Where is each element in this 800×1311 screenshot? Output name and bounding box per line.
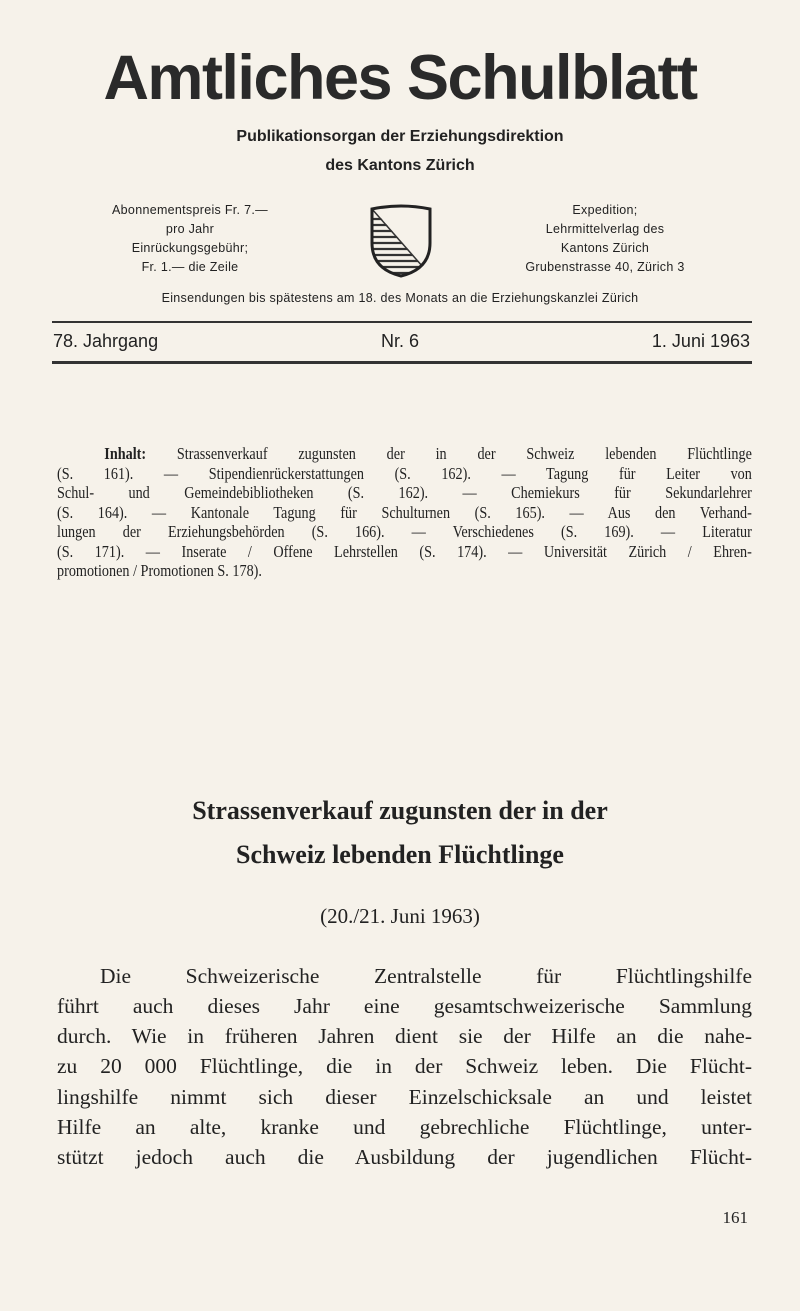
contents-line: lungen der Erziehungsbehörden (S. 166). — Verschiedenes (S. 169). — Literatur	[57, 522, 752, 541]
body-line: Die Schweizerische Zentralstelle für Flüchtlingshilfe	[100, 964, 752, 988]
body-line: stützt jedoch auch die Ausbildung der jugendlichen Flücht-	[57, 1145, 752, 1169]
body-line: führt auch dieses Jahr eine gesamtschweizerische Sammlung	[57, 994, 752, 1018]
contents-label: Inhalt:	[104, 444, 147, 463]
issue-volume: 78. Jahrgang	[53, 331, 159, 351]
page-number: 161	[722, 1208, 748, 1227]
article-heading: Strassenverkauf zugunsten der in der	[192, 796, 608, 825]
contents-line: (S. 164). — Kantonale Tagung für Schulturnen (S. 165). — Aus den Verhand-	[57, 503, 752, 522]
body-line: zu 20 000 Flüchtlinge, die in der Schweiz leben. Die Flücht-	[57, 1054, 752, 1078]
subtitle-line: des Kantons Zürich	[325, 157, 475, 174]
divider	[52, 361, 752, 364]
masthead-title: Amtliches Schulblatt	[103, 43, 697, 113]
zurich-coat-of-arms-icon	[368, 203, 434, 279]
info-line: Fr. 1.— die Zeile	[141, 260, 239, 274]
body-line: durch. Wie in früheren Jahren dient sie der Hilfe an die nahe-	[57, 1024, 752, 1048]
info-line: Expedition;	[572, 203, 638, 217]
info-line: Lehrmittelverlag des	[545, 222, 665, 236]
issue-number: Nr. 6	[380, 331, 419, 351]
subscription-info	[70, 201, 310, 277]
info-line: Grubenstrasse 40, Zürich 3	[525, 260, 685, 274]
info-line: Abonnementspreis Fr. 7.—	[112, 203, 268, 217]
body-line: lingshilfe nimmt sich dieser Einzelschicksale an und leistet	[57, 1085, 752, 1109]
subtitle-line: Publikationsorgan der Erziehungsdirektion	[236, 128, 564, 145]
divider	[52, 321, 752, 323]
publisher-info	[470, 201, 740, 277]
info-line: pro Jahr	[165, 222, 215, 236]
submission-note: Einsendungen bis spätestens am 18. des Monats an die Erziehungskanzlei Zürich	[161, 291, 639, 305]
article-heading: Schweiz lebenden Flüchtlinge	[236, 840, 564, 869]
issue-date: 1. Juni 1963	[651, 331, 750, 351]
contents-text: Strassenverkauf zugunsten der in der Schweiz lebenden Flüchtlinge	[176, 444, 752, 463]
contents-line	[57, 444, 752, 464]
contents-line: promotionen / Promotionen S. 178).	[57, 561, 262, 580]
info-line: Einrückungsgebühr;	[131, 241, 249, 255]
contents-line: (S. 171). — Inserate / Offene Lehrstellen (S. 174). — Universität Zürich / Ehren-	[57, 542, 752, 561]
contents-line: (S. 161). — Stipendienrückerstattungen (S. 162). — Tagung für Leiter von	[57, 464, 752, 483]
info-line: Kantons Zürich	[560, 241, 650, 255]
contents-line: Schul- und Gemeindebibliotheken (S. 162). — Chemiekurs für Sekundarlehrer	[57, 483, 752, 502]
article-dateline: (20./21. Juni 1963)	[320, 904, 480, 928]
body-line: Hilfe an alte, kranke und gebrechliche Flüchtlinge, unter-	[57, 1115, 752, 1139]
